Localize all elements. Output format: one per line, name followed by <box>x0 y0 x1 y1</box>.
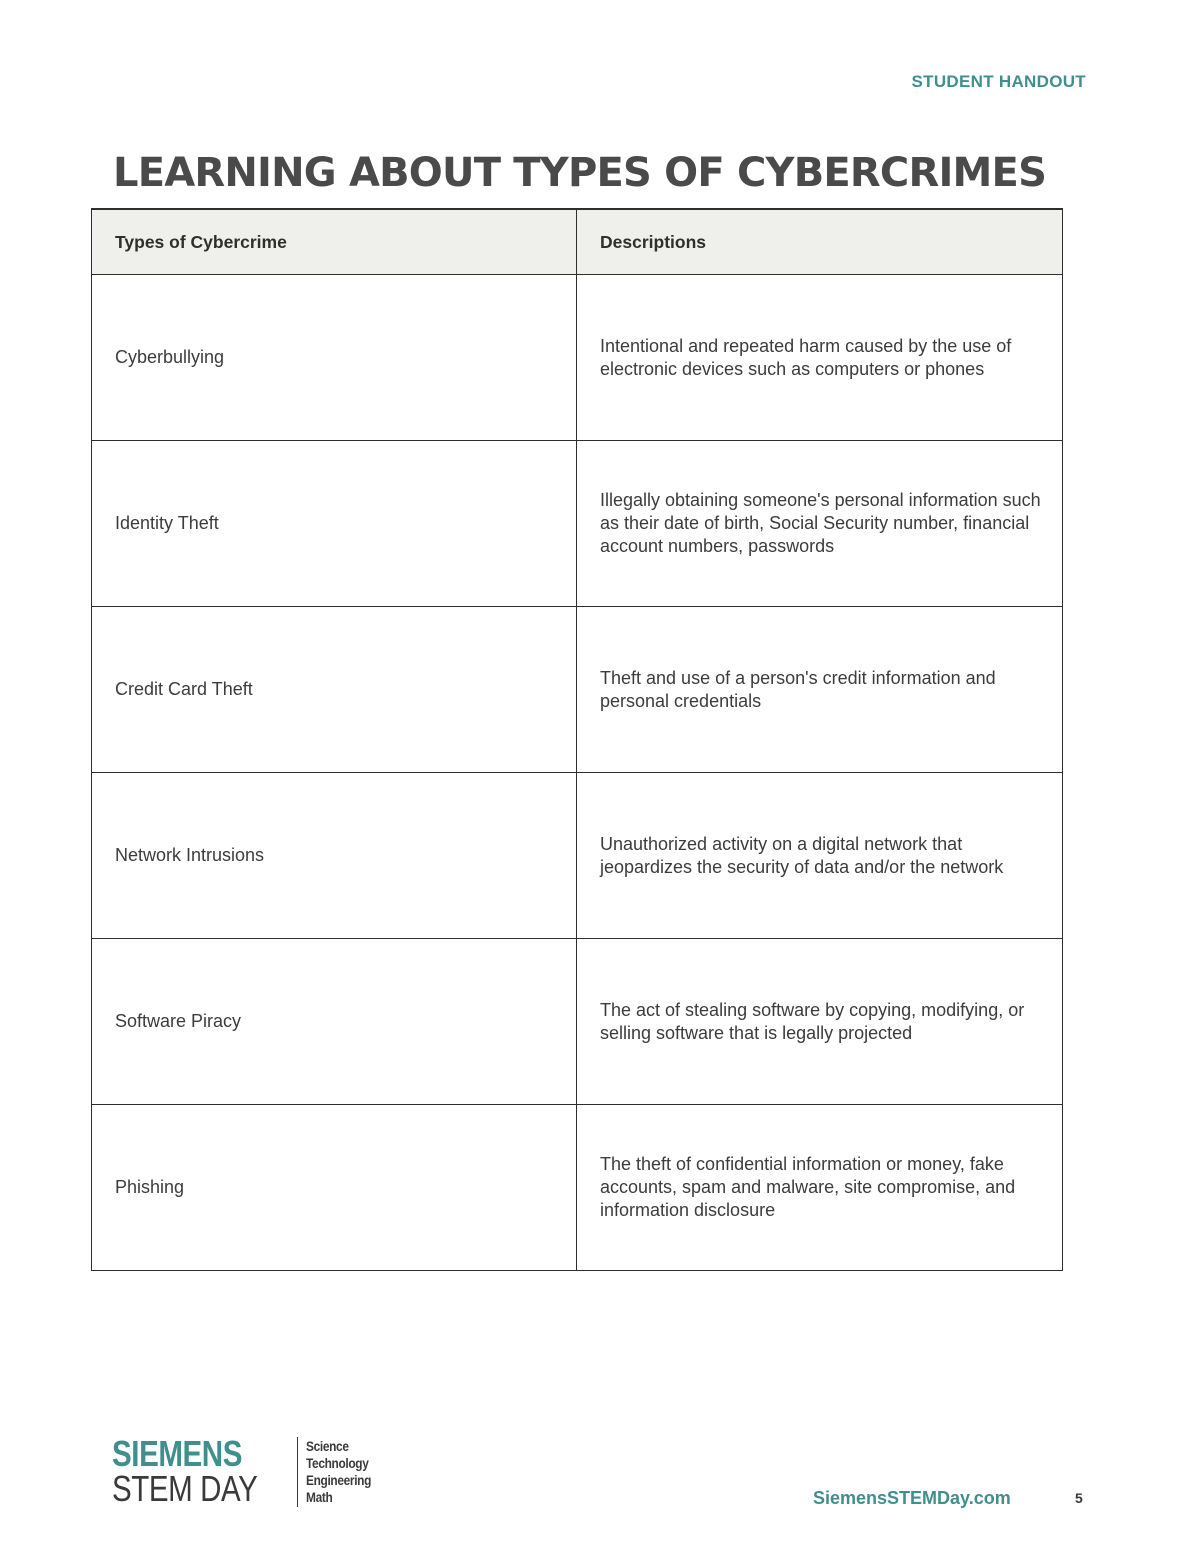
cybercrime-description-cell: Theft and use of a person's credit information and personal credentials <box>577 607 1063 773</box>
cybercrime-description-cell: Illegally obtaining someone's personal information such as their date of birth, Social Security number, financial account numbers, passwords <box>577 441 1063 607</box>
cybercrime-description-cell: Intentional and repeated harm caused by the use of electronic devices such as computers or phones <box>577 275 1063 441</box>
logo-siemens-text: SIEMENS <box>112 1433 243 1474</box>
handout-label: STUDENT HANDOUT <box>911 72 1086 91</box>
logo-stack-item: Technology <box>306 1455 369 1471</box>
cybercrime-type-cell: Phishing <box>92 1105 577 1271</box>
logo-discipline-stack <box>298 1437 383 1507</box>
footer-website-link[interactable]: SiemensSTEMDay.com <box>813 1488 1011 1508</box>
logo-stack-item: Math <box>306 1489 333 1505</box>
page-number: 5 <box>1075 1490 1083 1506</box>
table-row <box>92 939 1063 1105</box>
cybercrime-description-cell: The act of stealing software by copying, modifying, or selling software that is legally projected <box>577 939 1063 1105</box>
column-header-description: Descriptions <box>577 209 1063 275</box>
cybercrime-type-cell: Software Piracy <box>92 939 577 1105</box>
siemens-stem-day-logo <box>112 1433 383 1509</box>
cybercrime-type-cell: Credit Card Theft <box>92 607 577 773</box>
cybercrime-type-cell: Network Intrusions <box>92 773 577 939</box>
table-row <box>92 773 1063 939</box>
table-row <box>92 607 1063 773</box>
cybercrime-table <box>91 208 1063 1271</box>
logo-wordmark <box>112 1433 298 1509</box>
table-row <box>92 275 1063 441</box>
table-row <box>92 441 1063 607</box>
column-header-type: Types of Cybercrime <box>92 209 577 275</box>
cybercrime-type-cell: Identity Theft <box>92 441 577 607</box>
cybercrime-description-cell: Unauthorized activity on a digital network that jeopardizes the security of data and/or the network <box>577 773 1063 939</box>
page-title: LEARNING ABOUT TYPES OF CYBERCRIMES <box>113 150 1047 196</box>
logo-stack-item: Science <box>306 1438 349 1454</box>
table-header-row <box>92 209 1063 275</box>
logo-stem-day-text: STEM DAY <box>112 1468 258 1509</box>
cybercrime-type-cell: Cyberbullying <box>92 275 577 441</box>
cybercrime-description-cell: The theft of confidential information or money, fake accounts, spam and malware, site compromise, and information disclosure <box>577 1105 1063 1271</box>
table-row <box>92 1105 1063 1271</box>
logo-stack-item: Engineering <box>306 1472 372 1488</box>
